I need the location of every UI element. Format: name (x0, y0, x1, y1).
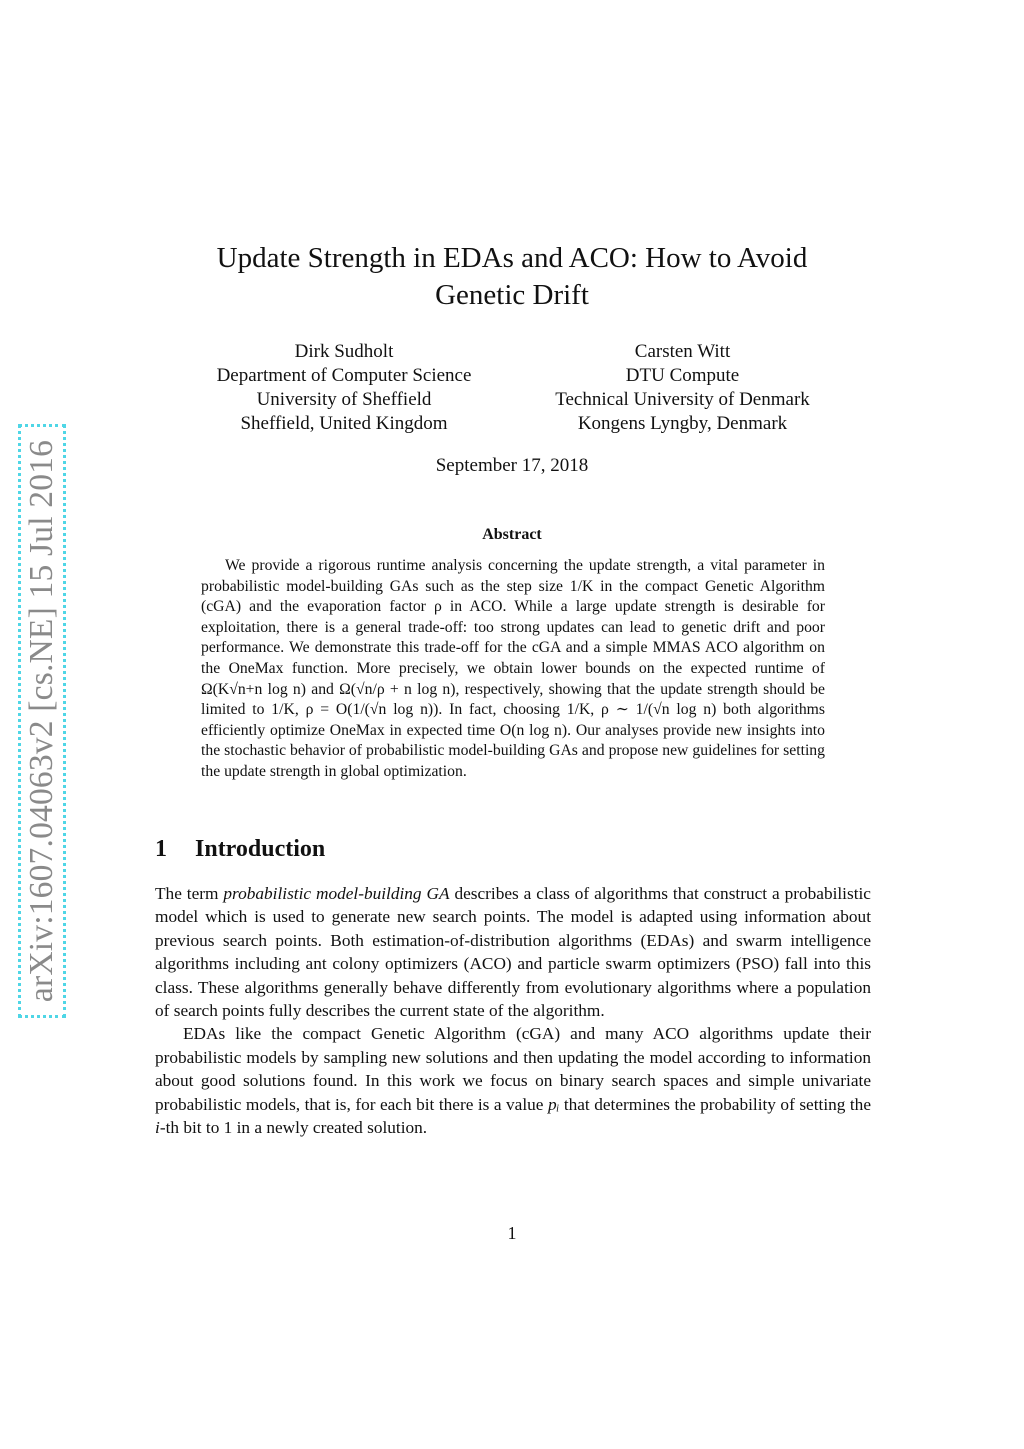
variable-i: i (155, 1118, 160, 1138)
paper-title (150, 240, 874, 314)
paragraph-2-part-c: -th bit to 1 in a newly created solution. (159, 1118, 428, 1138)
author-name: Dirk Sudholt (294, 341, 394, 362)
section-heading (155, 836, 325, 863)
title-line-2: Genetic Drift (435, 279, 589, 311)
section-title: Introduction (195, 836, 326, 862)
paper-date: September 17, 2018 (435, 455, 589, 476)
author-organization: Technical University of Denmark (555, 389, 810, 410)
page-number: 1 (507, 1223, 517, 1243)
author-department: Department of Computer Science (216, 365, 472, 386)
paragraph-1-lead: The term (155, 884, 224, 903)
author-location: Kongens Lyngby, Denmark (577, 413, 788, 434)
variable-p-i: pᵢ (547, 1094, 560, 1114)
author-block-2 (530, 340, 835, 436)
author-organization: University of Sheffield (256, 389, 432, 410)
introduction-body (155, 882, 871, 1139)
section-number: 1 (155, 836, 167, 862)
author-block-1 (180, 340, 508, 436)
title-line-1: Update Strength in EDAs and ACO: How to Avoid (216, 242, 808, 274)
paragraph-1-rest: describes a class of algorithms that construct a probabilistic model which is used to generate new search points. The model is adapted using information about previous search points. Both estimation-of-distribution algorithms (EDAs) and swarm intelligence algorithms including ant colony optimizers (ACO) and particle swarm optimizers (PSO) fall into this class. These algorithms generally behave differently from evolutionary algorithms where a population of search points fully describes the current state of the algorithm. (155, 884, 871, 1021)
author-name: Carsten Witt (634, 341, 731, 362)
abstract-body (201, 556, 825, 783)
paragraph-2 (155, 1022, 871, 1139)
paragraph-1 (155, 882, 871, 1022)
author-location: Sheffield, United Kingdom (240, 413, 448, 434)
arxiv-stamp (18, 424, 66, 1018)
author-department: DTU Compute (625, 365, 740, 386)
paragraph-2-part-b: that determines the probability of setting the (559, 1094, 871, 1114)
arxiv-identifier: arXiv:1607.04063v2 [cs.NE] 15 Jul 2016 (23, 439, 60, 1003)
abstract-heading: Abstract (482, 526, 542, 543)
abstract-text: We provide a rigorous runtime analysis concerning the update strength, a vital parameter in probabilistic model-building GAs such as the step size 1/K in the compact Genetic Algorithm (cGA) and the evaporation factor ρ in ACO. While a large update strength is desirable for exploitation, there is a general trade-off: too strong updates can lead to genetic drift and poor performance. We demonstrate this trade-off for the cGA and a simple MMAS ACO algorithm on the OneMax function. More precisely, we obtain lower bounds on the expected runtime of Ω(K√n+n log n) and Ω(√n/ρ + n log n), respectively, showing that the update strength should be limited to 1/K, ρ = O(1/(√n log n)). In fact, choosing 1/K, ρ ∼ 1/(√n log n) both algorithms efficiently optimize OneMax in expected time O(n log n). Our analyses provide new insights into the stochastic behavior of probabilistic model-building GAs and propose new guidelines for setting the update strength in global optimization. (201, 557, 825, 780)
emphasized-term: probabilistic model-building GA (223, 884, 450, 903)
paragraph-2-part-a: EDAs like the compact Genetic Algorithm (cGA) and many ACO algorithms update their probabilistic models by sampling new solutions and then updating the model according to information about good solutions found. In this work we focus on binary search spaces and simple univariate probabilistic models, that is, for each bit there is a value (155, 1024, 871, 1114)
